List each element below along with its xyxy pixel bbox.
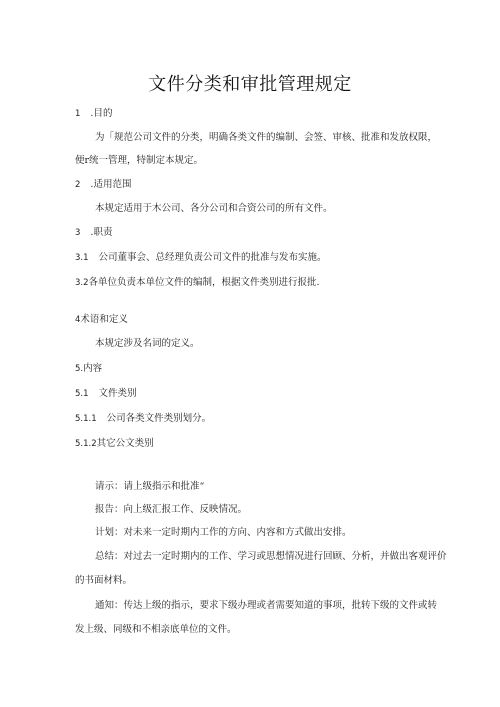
section-number: 1 [75,109,81,119]
subsection-text: 其它公文类别 [96,438,154,449]
section-heading-text: .适用范围 [90,179,132,190]
section-number: 2 [75,180,81,190]
subsection-text: 公司各类文件类别划分。 [106,413,212,424]
subsection-5-1 [75,387,435,401]
section-number: 3.2 [75,278,89,288]
paragraph-line: 本规定涉及名词的定义。 [95,338,200,349]
subsection-text: 公司董事会、总经理负责公司文件的批准与发布实施。 [98,252,327,263]
section-number: 4 [75,315,81,325]
section-heading-text: 内容 [83,363,103,374]
list-item: 报告：向上级汇报工作、反映情况。 [95,504,248,515]
section-number: 5. [75,364,84,374]
subsection-text: 文件类别 [98,388,137,399]
list-item-continuation: 的书面材料。 [75,575,133,586]
subsection-5-1-2 [75,437,435,451]
section-number: 5.1.1 [75,414,97,424]
section-heading-text: .职责 [90,227,113,238]
section-number: 3.1 [75,253,89,263]
list-item: 总结：对过去一定时期内的工作、学习或思想情况进行回顾、分析，并做出客观评价 [95,551,447,562]
subsection-5-1-1 [75,412,435,426]
subsection-3-1 [75,251,435,265]
paragraph-line: 便r统一管理，特制定本规定。 [75,155,204,166]
subsection-text: 各单位负责本单位文件的编制，根据文件类别进行报批. [88,277,320,288]
document-title: 文件分类和审批管理规定 [148,74,352,95]
paragraph-line: 本规定适用于木公司、各分公司和合资公司的所有文件。 [95,203,333,214]
list-item-continuation: 发上级、同级和不相亲底单位的文件。 [75,624,237,635]
subsection-3-2 [75,276,435,290]
list-item: 请示：请上级指示和批准“ [95,481,205,492]
paragraph-line: 为「规范公司文件的分类，明确各类文件的编制、会签、审核、批准和发放权限， [95,132,438,143]
section-number: 3 [75,228,81,238]
section-5-heading [75,362,435,376]
section-2-heading [75,178,435,192]
list-item: 计划：对未来一定时期内工作的方向、内容和方式做出安排。 [95,527,352,538]
section-number: 5.1 [75,389,89,399]
section-1-heading [75,107,435,121]
section-4-heading [75,313,435,327]
list-item: 通知：传达上级的指示，要求下级办理或者需要知道的事项，批转下级的文件或转 [95,600,438,611]
section-number: 5.1.2 [75,439,97,449]
section-heading-text: 术语和定义 [80,314,128,325]
section-heading-text: .目的 [90,108,113,119]
section-3-heading [75,226,435,240]
